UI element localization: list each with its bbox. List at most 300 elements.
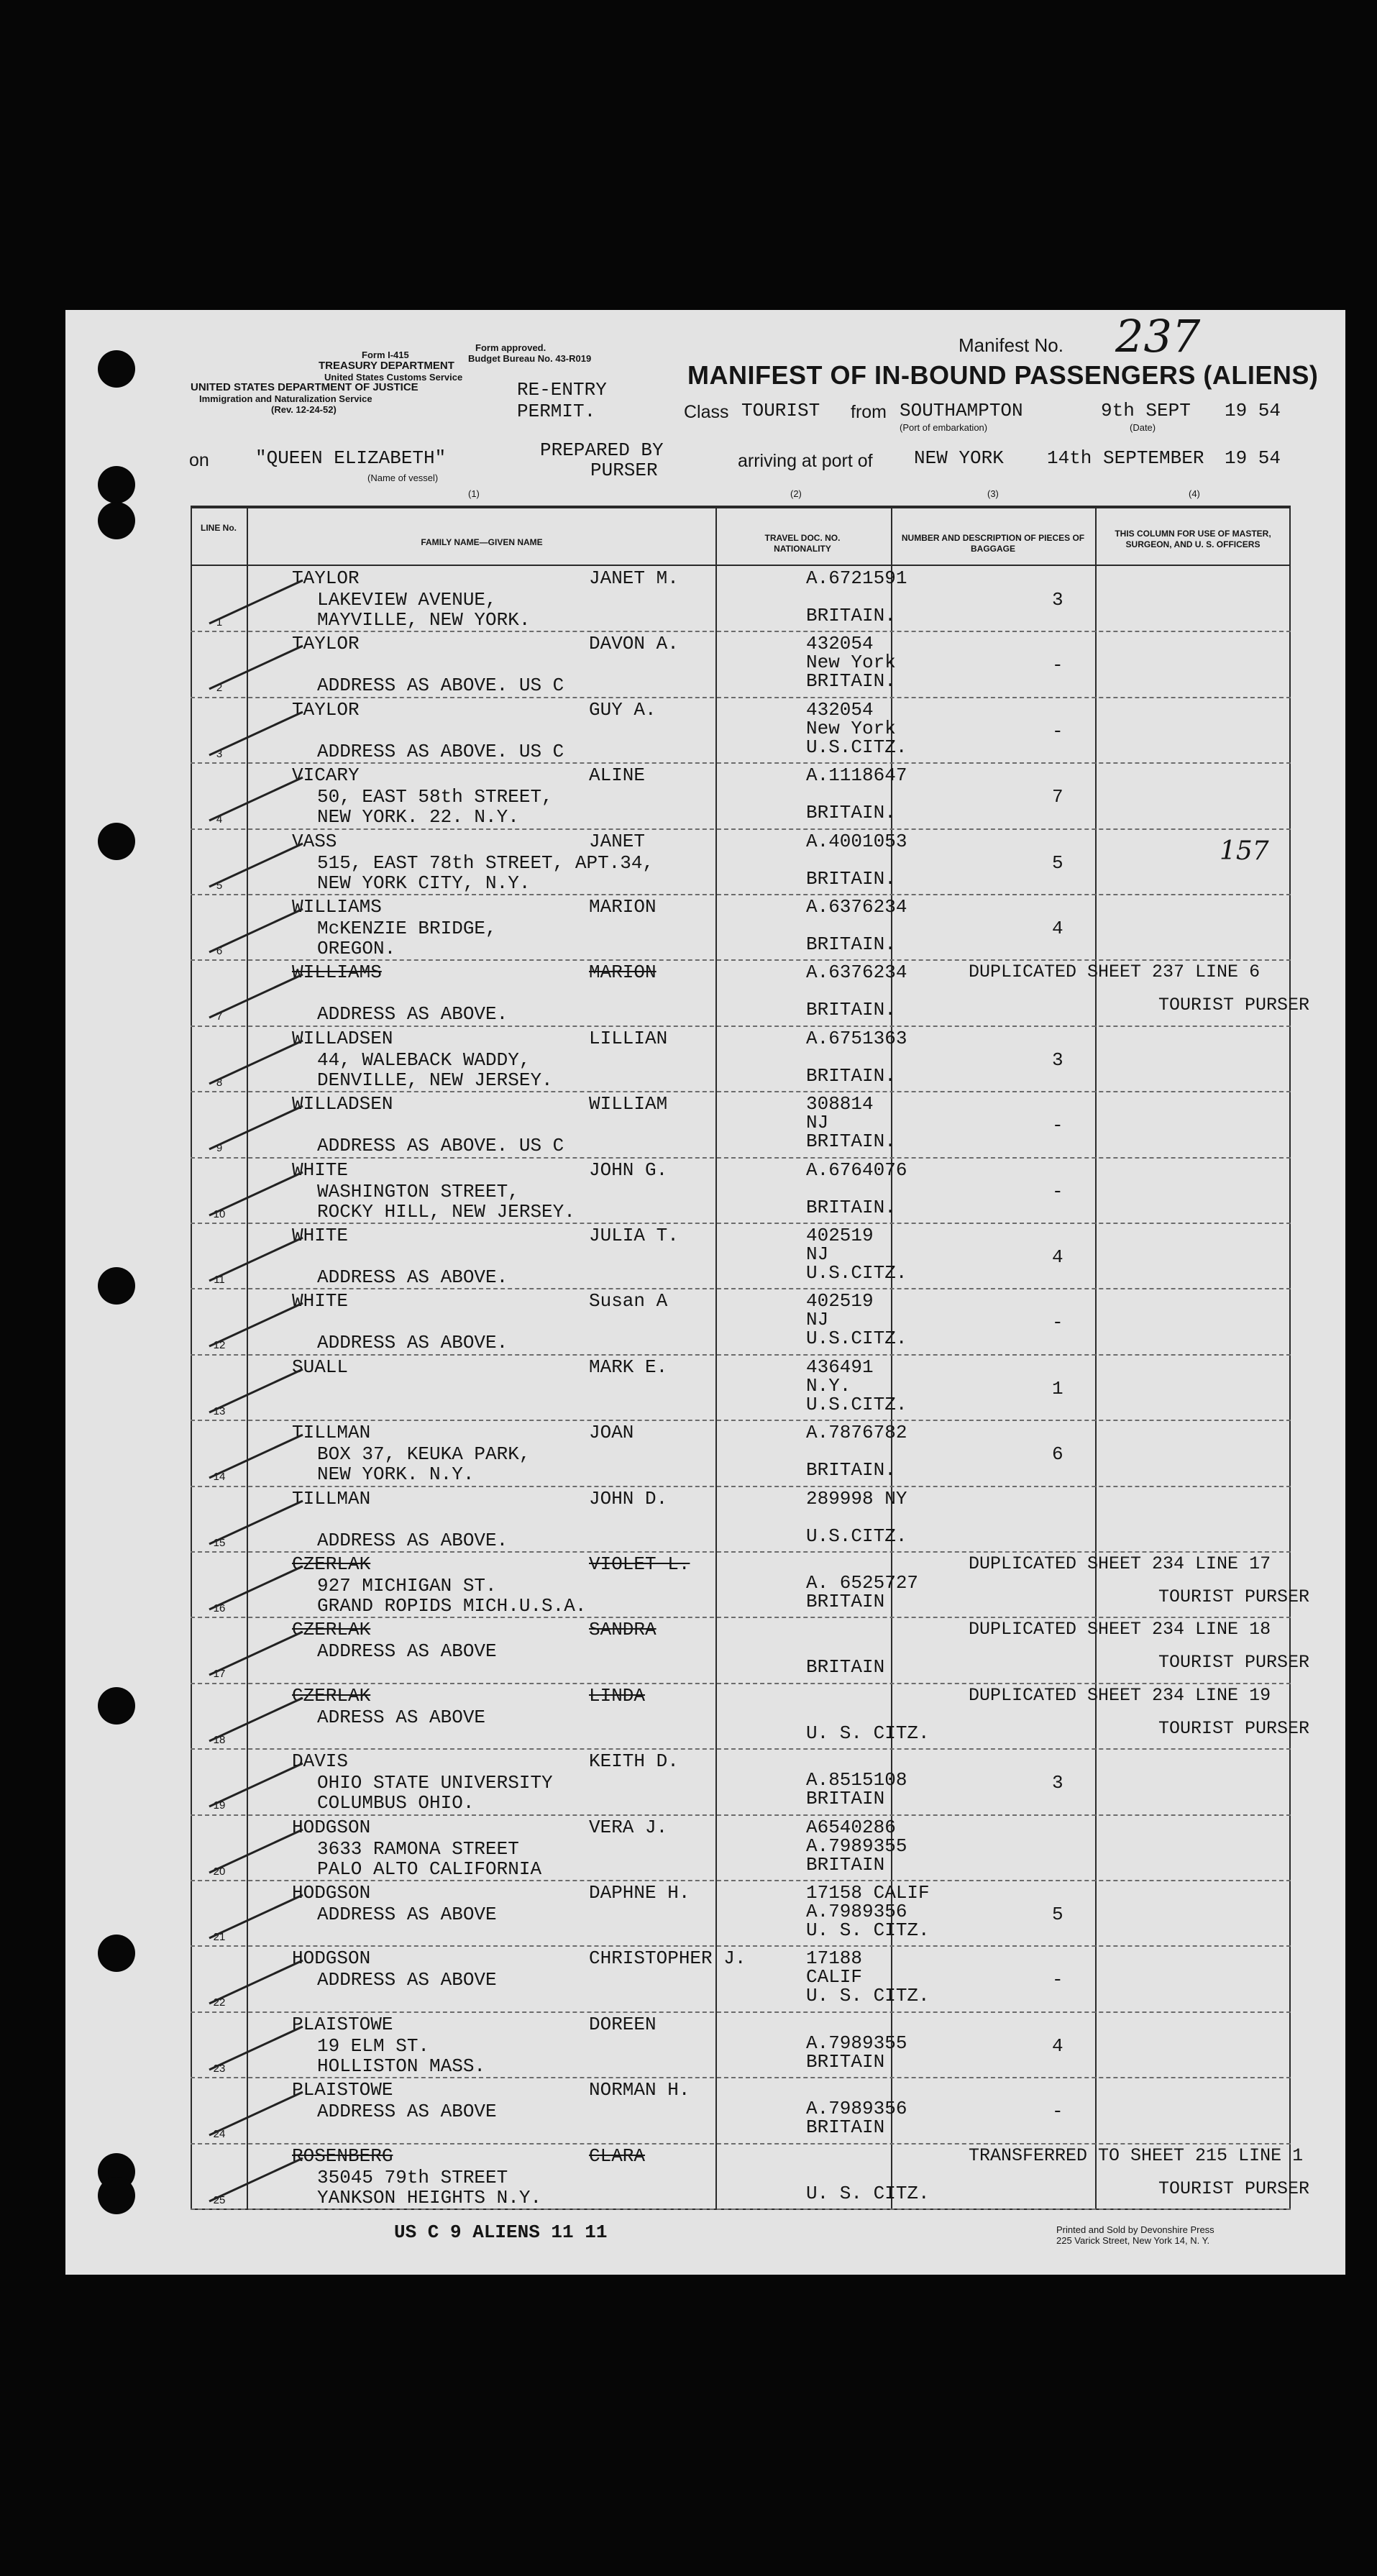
row-baggage: DUPLICATED SHEET 237 LINE 6 bbox=[969, 962, 1261, 983]
row-travel-doc: BRITAIN. bbox=[806, 670, 896, 693]
row-baggage: 4 bbox=[1052, 918, 1063, 939]
row-note: TOURIST PURSER bbox=[1158, 995, 1310, 1016]
row-travel-doc: NJ bbox=[806, 1309, 829, 1331]
form-number: Form I-415 bbox=[362, 350, 409, 360]
ins-name: Immigration and Naturalization Service bbox=[199, 393, 372, 404]
row-line-number: 18 bbox=[213, 1733, 226, 1746]
row-address-line: McKENZIE BRIDGE, bbox=[317, 918, 497, 939]
row-address-line: 35045 79th STREET bbox=[317, 2166, 508, 2188]
row-baggage: 3 bbox=[1052, 589, 1063, 611]
manifest-number: 237 bbox=[1115, 310, 1201, 362]
check-mark-icon bbox=[202, 2151, 310, 2209]
row-given-name: Susan A bbox=[589, 1290, 668, 1312]
row-address-line: ADDRESS AS ABOVE bbox=[317, 1904, 497, 1925]
row-address-line: WASHINGTON STREET, bbox=[317, 1180, 519, 1202]
from-label: from bbox=[851, 402, 887, 422]
budget-bureau: Budget Bureau No. 43-R019 bbox=[468, 353, 592, 364]
row-address-line: ADDRESS AS ABOVE. bbox=[317, 1332, 508, 1354]
row-given-name: NORMAN H. bbox=[589, 2079, 690, 2101]
row-separator bbox=[191, 1748, 1291, 1750]
check-mark-icon bbox=[202, 1165, 310, 1223]
row-address-line: 927 MICHIGAN ST. bbox=[317, 1575, 497, 1597]
col-header-line: LINE No. bbox=[201, 523, 237, 533]
row-surname: WILLADSEN bbox=[292, 1027, 393, 1049]
row-surname: SUALL bbox=[292, 1356, 349, 1378]
row-surname: TILLMAN bbox=[292, 1422, 371, 1444]
check-mark-icon bbox=[202, 1033, 310, 1091]
row-given-name: CHRISTOPHER J. bbox=[589, 1947, 746, 1970]
row-travel-doc: 436491 bbox=[806, 1356, 874, 1378]
row-note: TOURIST PURSER bbox=[1158, 1717, 1310, 1739]
row-separator bbox=[191, 2011, 1291, 2013]
row-surname: WHITE bbox=[292, 1225, 349, 1246]
row-travel-doc: BRITAIN. bbox=[806, 1196, 896, 1218]
row-separator bbox=[191, 2077, 1291, 2078]
row-travel-doc: N.Y. bbox=[806, 1374, 851, 1397]
row-given-name: DOREEN bbox=[589, 2013, 657, 2035]
check-mark-icon bbox=[202, 836, 310, 894]
row-line-number: 6 bbox=[216, 945, 223, 957]
row-given-name: VIOLET L. bbox=[589, 1553, 690, 1575]
col-num-4: (4) bbox=[1189, 488, 1200, 499]
row-note: TOURIST PURSER bbox=[1158, 2178, 1310, 2199]
row-baggage: - bbox=[1052, 1969, 1063, 1991]
row-separator bbox=[191, 828, 1291, 830]
row-address-line: ROCKY HILL, NEW JERSEY. bbox=[317, 1200, 575, 1223]
row-surname: HODGSON bbox=[292, 1882, 371, 1904]
row-address-line: 44, WALEBACK WADDY, bbox=[317, 1049, 531, 1071]
row-surname: TAYLOR bbox=[292, 567, 360, 589]
arrival-date: 14th SEPTEMBER bbox=[1047, 447, 1204, 469]
embarkation-date: 9th SEPT bbox=[1101, 400, 1191, 421]
row-address-line: ADDRESS AS ABOVE. bbox=[317, 1266, 508, 1288]
table-right-border bbox=[1289, 506, 1291, 2210]
row-travel-doc: A.7876782 bbox=[806, 1422, 907, 1444]
row-line-number: 21 bbox=[213, 1931, 226, 1943]
row-line-number: 11 bbox=[214, 1274, 225, 1286]
printer-line-2: 225 Varick Street, New York 14, N. Y. bbox=[1056, 2235, 1210, 2246]
row-line-number: 1 bbox=[216, 616, 223, 629]
row-address-line: LAKEVIEW AVENUE, bbox=[317, 589, 497, 611]
row-baggage: 4 bbox=[1052, 1246, 1063, 1268]
row-travel-doc: BRITAIN bbox=[806, 2050, 885, 2073]
row-address-line: 3633 RAMONA STREET bbox=[317, 1837, 519, 1860]
row-travel-doc: A.6376234 bbox=[806, 896, 907, 918]
embarkation-year: 19 54 bbox=[1225, 400, 1281, 421]
col-header-doc: TRAVEL DOC. NO. NATIONALITY bbox=[764, 533, 841, 554]
row-address-line: ADDRESS AS ABOVE. bbox=[317, 1003, 508, 1026]
arrival-year: 19 54 bbox=[1225, 447, 1281, 469]
row-address-line: NEW YORK. N.Y. bbox=[317, 1463, 475, 1486]
row-address-line: 19 ELM ST. bbox=[317, 2034, 430, 2057]
row-travel-doc: A. 6525727 bbox=[806, 1572, 919, 1594]
row-address-line: ADDRESS AS ABOVE bbox=[317, 2101, 497, 2123]
row-separator bbox=[191, 1945, 1291, 1947]
row-address-line: 515, EAST 78th STREET, APT.34, bbox=[317, 851, 654, 874]
row-address-line: OREGON. bbox=[317, 938, 396, 959]
row-surname: DAVIS bbox=[292, 1750, 349, 1773]
row-surname: CZERLAK bbox=[292, 1684, 371, 1707]
row-given-name: MARION bbox=[589, 896, 657, 918]
row-address-line: ADDRESS AS ABOVE bbox=[317, 1640, 497, 1663]
check-mark-icon bbox=[202, 1494, 310, 1551]
row-baggage: - bbox=[1052, 1312, 1063, 1334]
row-given-name: JULIA T. bbox=[589, 1225, 679, 1246]
row-address-line: ADDRESS AS ABOVE. bbox=[317, 1529, 508, 1551]
row-travel-doc: 308814 bbox=[806, 1093, 874, 1115]
row-surname: WHITE bbox=[292, 1290, 349, 1312]
row-line-number: 9 bbox=[216, 1142, 223, 1155]
row-separator bbox=[191, 2143, 1291, 2145]
from-port: SOUTHAMPTON bbox=[900, 400, 1023, 421]
arrival-port: NEW YORK bbox=[914, 447, 1004, 469]
row-note: TOURIST PURSER bbox=[1158, 1652, 1310, 1673]
row-given-name: JOHN G. bbox=[589, 1159, 668, 1181]
row-separator bbox=[191, 1420, 1291, 1421]
row-given-name: DAVON A. bbox=[589, 633, 679, 655]
row-travel-doc: A.7989356 bbox=[806, 2098, 907, 2120]
col-num-2: (2) bbox=[790, 488, 802, 499]
row-address-line: 50, EAST 58th STREET, bbox=[317, 786, 553, 808]
row-line-number: 20 bbox=[213, 1865, 226, 1878]
row-surname: TAYLOR bbox=[292, 698, 360, 721]
row-travel-doc: A.7989356 bbox=[806, 1901, 907, 1922]
row-given-name: LINDA bbox=[589, 1684, 646, 1707]
row-separator bbox=[191, 1288, 1291, 1289]
row-line-number: 13 bbox=[213, 1405, 226, 1417]
row-address-line: MAYVILLE, NEW YORK. bbox=[317, 609, 531, 631]
check-mark-icon bbox=[202, 1625, 310, 1682]
printer-line-1: Printed and Sold by Devonshire Press bbox=[1056, 2224, 1214, 2235]
row-travel-doc: A6540286 bbox=[806, 1816, 896, 1838]
row-baggage: 5 bbox=[1052, 851, 1063, 874]
class-label: Class bbox=[684, 402, 729, 422]
row-surname: TILLMAN bbox=[292, 1487, 371, 1509]
row-travel-doc: U. S. CITZ. bbox=[806, 2182, 930, 2204]
row-travel-doc: U. S. CITZ. bbox=[806, 1722, 930, 1744]
row-travel-doc: BRITAIN. bbox=[806, 1064, 896, 1087]
row-surname: PLAISTOWE bbox=[292, 2079, 393, 2101]
row-travel-doc: 17158 CALIF bbox=[806, 1882, 930, 1904]
row-line-number: 15 bbox=[213, 1536, 226, 1549]
row-line-number: 5 bbox=[216, 879, 223, 892]
row-travel-doc: BRITAIN. bbox=[806, 867, 896, 890]
row-line-number: 8 bbox=[216, 1076, 223, 1089]
row-line-number: 12 bbox=[213, 1339, 226, 1352]
row-note: TOURIST PURSER bbox=[1158, 1586, 1310, 1607]
row-travel-doc: A.6376234 bbox=[806, 962, 907, 984]
punch-hole bbox=[98, 466, 135, 503]
check-mark-icon bbox=[202, 1953, 310, 2011]
row-address-line: ADDRESS AS ABOVE. US C bbox=[317, 675, 564, 697]
reentry-label: RE-ENTRY bbox=[517, 379, 607, 401]
row-surname: ROSENBERG bbox=[292, 2145, 393, 2167]
row-address-line: NEW YORK. 22. N.Y. bbox=[317, 806, 519, 828]
vessel-caption: (Name of vessel) bbox=[367, 472, 439, 483]
row-travel-doc: U.S.CITZ. bbox=[806, 736, 907, 758]
check-mark-icon bbox=[202, 2085, 310, 2142]
row-travel-doc: U.S.CITZ. bbox=[806, 1262, 907, 1284]
row-separator bbox=[191, 762, 1291, 764]
row-separator bbox=[191, 1026, 1291, 1027]
manifest-no-label: Manifest No. bbox=[959, 334, 1063, 356]
check-mark-icon bbox=[202, 1428, 310, 1485]
row-travel-doc: A.6764076 bbox=[806, 1159, 907, 1181]
row-given-name: MARION bbox=[589, 962, 657, 984]
row-baggage: DUPLICATED SHEET 234 LINE 17 bbox=[969, 1553, 1271, 1574]
row-address-line: DENVILLE, NEW JERSEY. bbox=[317, 1069, 553, 1091]
row-given-name: JOAN bbox=[589, 1422, 634, 1444]
row-separator bbox=[191, 1486, 1291, 1487]
row-baggage: 7 bbox=[1052, 786, 1063, 808]
row-travel-doc: A.1118647 bbox=[806, 764, 907, 787]
row-surname: CZERLAK bbox=[292, 1553, 371, 1575]
row-address-line: YANKSON HEIGHTS N.Y. bbox=[317, 2186, 542, 2209]
row-line-number: 17 bbox=[213, 1668, 226, 1681]
row-separator bbox=[191, 631, 1291, 632]
row-given-name: MARK E. bbox=[589, 1356, 668, 1378]
manifest-title: MANIFEST OF IN-BOUND PASSENGERS (ALIENS) bbox=[687, 360, 1319, 390]
row-surname: WILLIAMS bbox=[292, 962, 382, 984]
footer-counts: US C 9 ALIENS 11 11 bbox=[394, 2221, 608, 2243]
check-mark-icon bbox=[202, 902, 310, 959]
row-address-line: ADDRESS AS ABOVE bbox=[317, 1969, 497, 1991]
row-travel-doc: 289998 NY bbox=[806, 1487, 907, 1509]
col-num-3: (3) bbox=[987, 488, 999, 499]
row-given-name: KEITH D. bbox=[589, 1750, 679, 1773]
row-separator bbox=[191, 1091, 1291, 1092]
row-separator bbox=[191, 959, 1291, 961]
customs-service: United States Customs Service bbox=[324, 372, 463, 383]
row-travel-doc: NJ bbox=[806, 1243, 829, 1265]
row-travel-doc: BRITAIN. bbox=[806, 933, 896, 955]
row-given-name: GUY A. bbox=[589, 698, 657, 721]
check-mark-icon bbox=[202, 1888, 310, 1945]
row-baggage: 3 bbox=[1052, 1049, 1063, 1071]
punch-hole bbox=[98, 502, 135, 539]
row-note: 157 bbox=[1220, 836, 1269, 866]
row-surname: VICARY bbox=[292, 764, 360, 787]
row-travel-doc: A.6721591 bbox=[806, 567, 907, 589]
row-address-line: PALO ALTO CALIFORNIA bbox=[317, 1858, 542, 1880]
row-travel-doc: U.S.CITZ. bbox=[806, 1393, 907, 1415]
row-baggage: - bbox=[1052, 1180, 1063, 1202]
row-baggage: - bbox=[1052, 720, 1063, 742]
row-baggage: 3 bbox=[1052, 1772, 1063, 1794]
row-baggage: - bbox=[1052, 2101, 1063, 2123]
row-given-name: JANET M. bbox=[589, 567, 679, 589]
check-mark-icon bbox=[202, 1822, 310, 1880]
row-travel-doc: BRITAIN bbox=[806, 1656, 885, 1678]
row-separator bbox=[191, 1814, 1291, 1816]
row-travel-doc: CALIF bbox=[806, 1966, 863, 1988]
row-separator bbox=[191, 894, 1291, 895]
col-divider-doc bbox=[891, 506, 892, 2210]
check-mark-icon bbox=[202, 770, 310, 828]
row-baggage: 1 bbox=[1052, 1377, 1063, 1399]
row-line-number: 22 bbox=[213, 1996, 226, 2009]
row-travel-doc: BRITAIN. bbox=[806, 802, 896, 824]
col-divider-bag bbox=[1095, 506, 1097, 2210]
row-separator bbox=[191, 1551, 1291, 1553]
row-travel-doc: A.7989355 bbox=[806, 2032, 907, 2054]
row-line-number: 19 bbox=[213, 1799, 226, 1812]
row-travel-doc: BRITAIN. bbox=[806, 1131, 896, 1153]
row-line-number: 23 bbox=[213, 2062, 226, 2075]
row-address-line: ADDRESS AS ABOVE. US C bbox=[317, 1135, 564, 1157]
row-given-name: WILLIAM bbox=[589, 1093, 668, 1115]
row-travel-doc: U. S. CITZ. bbox=[806, 1919, 930, 1941]
class-value: TOURIST bbox=[741, 400, 820, 421]
row-travel-doc: 432054 bbox=[806, 698, 874, 721]
row-baggage: 6 bbox=[1052, 1443, 1063, 1466]
row-given-name: ALINE bbox=[589, 764, 646, 787]
check-mark-icon bbox=[202, 639, 310, 696]
on-label: on bbox=[189, 450, 209, 470]
row-surname: WHITE bbox=[292, 1159, 349, 1181]
row-given-name: LILLIAN bbox=[589, 1027, 668, 1049]
row-baggage: - bbox=[1052, 1115, 1063, 1137]
row-line-number: 14 bbox=[213, 1471, 226, 1484]
row-travel-doc: 432054 bbox=[806, 633, 874, 655]
row-separator bbox=[191, 1354, 1291, 1356]
row-travel-doc: New York bbox=[806, 652, 896, 674]
row-separator bbox=[191, 697, 1291, 698]
row-address-line: NEW YORK CITY, N.Y. bbox=[317, 872, 531, 894]
row-address-line: ADRESS AS ABOVE bbox=[317, 1706, 486, 1728]
row-address-line: COLUMBUS OHIO. bbox=[317, 1792, 475, 1814]
row-line-number: 16 bbox=[213, 1602, 226, 1614]
row-separator bbox=[191, 1157, 1291, 1159]
check-mark-icon bbox=[202, 2019, 310, 2077]
date-caption: (Date) bbox=[1130, 422, 1156, 433]
row-baggage: TRANSFERRED TO SHEET 215 LINE 1 bbox=[969, 2145, 1304, 2166]
row-address-line: GRAND ROPIDS MICH.U.S.A. bbox=[317, 1595, 587, 1617]
col-header-baggage: NUMBER AND DESCRIPTION OF PIECES OF BAGGAGE bbox=[901, 533, 1085, 554]
row-separator bbox=[191, 1617, 1291, 1618]
row-address-line: HOLLISTON MASS. bbox=[317, 2055, 486, 2077]
row-travel-doc: BRITAIN bbox=[806, 1853, 885, 1876]
row-travel-doc: A.6751363 bbox=[806, 1027, 907, 1049]
row-travel-doc: 17188 bbox=[806, 1947, 863, 1970]
justice-department: UNITED STATES DEPARTMENT OF JUSTICE bbox=[191, 381, 418, 393]
row-travel-doc: U.S.CITZ. bbox=[806, 1328, 907, 1350]
table-header-border bbox=[191, 565, 1291, 566]
row-surname: TAYLOR bbox=[292, 633, 360, 655]
prepared-purser: PURSER bbox=[590, 460, 658, 481]
row-travel-doc: U.S.CITZ. bbox=[806, 1525, 907, 1547]
check-mark-icon bbox=[202, 1230, 310, 1288]
check-mark-icon bbox=[202, 1559, 310, 1617]
row-line-number: 25 bbox=[213, 2193, 226, 2206]
check-mark-icon bbox=[202, 705, 310, 762]
col-num-1: (1) bbox=[468, 488, 480, 499]
check-mark-icon bbox=[202, 573, 310, 631]
row-travel-doc: New York bbox=[806, 717, 896, 739]
row-address-line: BOX 37, KEUKA PARK, bbox=[317, 1443, 531, 1466]
row-surname: HODGSON bbox=[292, 1947, 371, 1970]
punch-hole bbox=[98, 1935, 135, 1972]
check-mark-icon bbox=[202, 1296, 310, 1353]
row-travel-doc: A.8515108 bbox=[806, 1769, 907, 1791]
table-top-border bbox=[191, 506, 1291, 508]
row-surname: PLAISTOWE bbox=[292, 2013, 393, 2035]
row-travel-doc: A.7989355 bbox=[806, 1835, 907, 1857]
row-baggage: - bbox=[1052, 654, 1063, 677]
row-line-number: 10 bbox=[213, 1207, 226, 1220]
row-given-name: CLARA bbox=[589, 2145, 646, 2167]
punch-hole bbox=[98, 1267, 135, 1305]
row-travel-doc: U. S. CITZ. bbox=[806, 1985, 930, 2007]
row-travel-doc: 402519 bbox=[806, 1225, 874, 1246]
row-travel-doc: A.4001053 bbox=[806, 830, 907, 852]
row-line-number: 4 bbox=[216, 813, 223, 826]
punch-hole bbox=[98, 1687, 135, 1725]
row-address-line: OHIO STATE UNIVERSITY bbox=[317, 1772, 553, 1794]
row-given-name: DAPHNE H. bbox=[589, 1882, 690, 1904]
row-travel-doc: NJ bbox=[806, 1112, 829, 1134]
col-header-name: FAMILY NAME—GIVEN NAME bbox=[421, 537, 543, 547]
row-line-number: 2 bbox=[216, 682, 223, 695]
row-address-line: ADDRESS AS ABOVE. US C bbox=[317, 740, 564, 762]
row-travel-doc: BRITAIN bbox=[806, 1591, 885, 1612]
punch-hole bbox=[98, 2177, 135, 2214]
row-travel-doc: BRITAIN bbox=[806, 1788, 885, 1810]
row-given-name: JANET bbox=[589, 830, 646, 852]
prepared-by: PREPARED BY bbox=[540, 439, 664, 461]
table-left-border bbox=[191, 506, 192, 2210]
punch-hole bbox=[98, 823, 135, 860]
row-separator bbox=[191, 2209, 1291, 2210]
row-baggage: 5 bbox=[1052, 1904, 1063, 1925]
arriving-label: arriving at port of bbox=[738, 451, 873, 471]
row-line-number: 3 bbox=[216, 747, 223, 760]
permit-label: PERMIT. bbox=[517, 401, 596, 422]
row-separator bbox=[191, 1223, 1291, 1224]
row-line-number: 7 bbox=[216, 1010, 223, 1023]
row-baggage: DUPLICATED SHEET 234 LINE 18 bbox=[969, 1619, 1271, 1640]
row-travel-doc: BRITAIN. bbox=[806, 605, 896, 626]
row-surname: CZERLAK bbox=[292, 1619, 371, 1641]
row-given-name: JOHN D. bbox=[589, 1487, 668, 1509]
row-surname: VASS bbox=[292, 830, 337, 852]
manifest-sheet bbox=[65, 310, 1345, 2275]
punch-hole bbox=[98, 350, 135, 388]
revision-date: (Rev. 12-24-52) bbox=[271, 404, 337, 415]
treasury-department: TREASURY DEPARTMENT bbox=[319, 360, 454, 372]
form-approval: Form approved. bbox=[475, 342, 546, 353]
col-header-officers: THIS COLUMN FOR USE OF MASTER, SURGEON, AND U. S. OFFICERS bbox=[1115, 529, 1271, 549]
row-surname: WILLADSEN bbox=[292, 1093, 393, 1115]
row-travel-doc: BRITAIN. bbox=[806, 1459, 896, 1481]
check-mark-icon bbox=[202, 967, 310, 1025]
row-surname: HODGSON bbox=[292, 1816, 371, 1838]
check-mark-icon bbox=[202, 1099, 310, 1156]
row-baggage: DUPLICATED SHEET 234 LINE 19 bbox=[969, 1684, 1271, 1706]
check-mark-icon bbox=[202, 1756, 310, 1814]
port-caption: (Port of embarkation) bbox=[900, 422, 988, 433]
row-separator bbox=[191, 1880, 1291, 1881]
row-given-name: VERA J. bbox=[589, 1816, 668, 1838]
row-travel-doc: 402519 bbox=[806, 1290, 874, 1312]
vessel-name: "QUEEN ELIZABETH" bbox=[255, 447, 447, 469]
row-baggage: 4 bbox=[1052, 2034, 1063, 2057]
row-travel-doc: BRITAIN bbox=[806, 2116, 885, 2139]
row-line-number: 24 bbox=[213, 2128, 226, 2141]
row-given-name: SANDRA bbox=[589, 1619, 657, 1641]
row-travel-doc: BRITAIN. bbox=[806, 999, 896, 1021]
row-surname: WILLIAMS bbox=[292, 896, 382, 918]
